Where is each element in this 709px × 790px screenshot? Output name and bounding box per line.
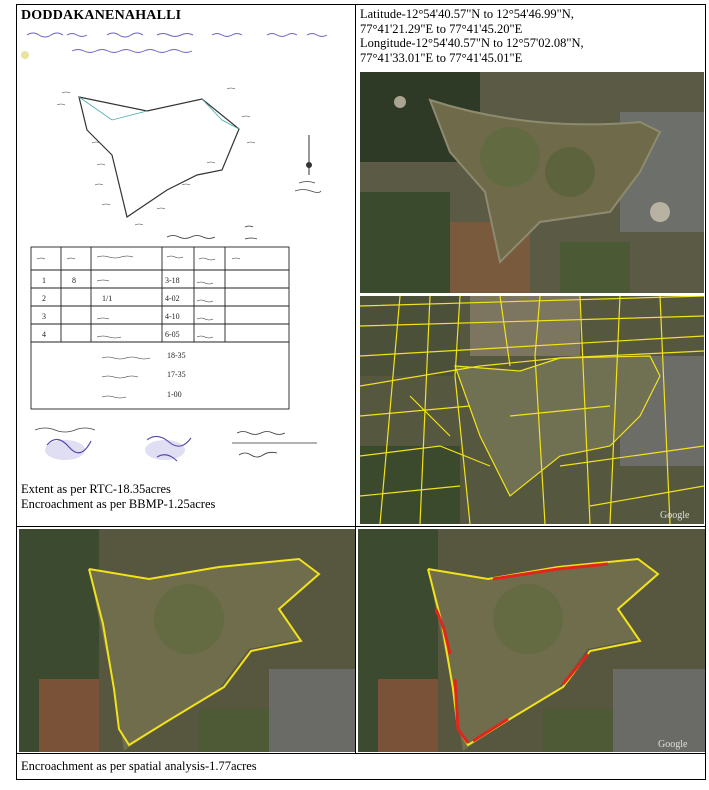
satellite-image-2: [360, 296, 704, 524]
longitude-line-2: 77°41'33.01"E to 77°41'45.01"E: [360, 50, 523, 65]
sketch-table: [31, 247, 289, 409]
sketch-total-3: 1-00: [167, 390, 182, 399]
sketch-row-2-hissa: 1/1: [102, 294, 113, 303]
sketch-row-4-no: 4: [42, 330, 46, 339]
google-watermark-2: Google: [658, 739, 688, 750]
sketch-cell: [16, 4, 356, 527]
satellite-image-1: [360, 72, 704, 293]
longitude-line-1: Longitude-12°54'40.57"N to 12°57'02.08"N,: [360, 36, 584, 50]
sketch-row-3-ext: 4-10: [165, 312, 180, 321]
google-watermark-1: Google: [660, 510, 690, 521]
sketch-total-1: 18-35: [167, 351, 186, 360]
sketch-row-3-no: 3: [42, 312, 46, 321]
extent-rtc-text: Extent as per RTC-18.35acres: [21, 482, 171, 496]
latitude-line-2: 77°41'21.29"E to 77°41'45.20"E: [360, 21, 523, 36]
official-stamp-2: [145, 440, 185, 460]
village-title: DODDAKANENAHALLI: [21, 8, 182, 23]
sketch-row-1-ext: 3-18: [165, 276, 180, 285]
sketch-row-2-no: 2: [42, 294, 46, 303]
plot-outline: [79, 97, 239, 217]
sketch-row-2-ext: 4-02: [165, 294, 180, 303]
boundary-image: [19, 529, 355, 752]
sketch-row-4-ext: 6-05: [165, 330, 180, 339]
latitude-line-1: Latitude-12°54'40.57"N to 12°54'46.99"N,: [360, 7, 574, 21]
signature-3: [239, 452, 277, 457]
spatial-analysis-cell: [16, 753, 706, 780]
boundary-cell: [16, 526, 356, 754]
stamp-mark: [21, 51, 29, 59]
encroachment-spatial-text: Encroachment as per spatial analysis-1.77acres: [21, 759, 257, 773]
sketch-row-1-no: 1: [42, 276, 46, 285]
coordinates-block: [360, 7, 690, 65]
survey-sketch: [17, 25, 355, 465]
sketch-row-1-sy: 8: [72, 276, 76, 285]
encroachment-bbmp-text: Encroachment as per BBMP-1.25acres: [21, 497, 216, 511]
sketch-total-2: 17-35: [167, 370, 186, 379]
encroachment-cell: [355, 526, 706, 754]
encroachment-image: [358, 529, 705, 752]
document-table: [16, 4, 706, 780]
north-arrow-icon: [295, 135, 321, 193]
satellite-cell: [355, 4, 706, 527]
